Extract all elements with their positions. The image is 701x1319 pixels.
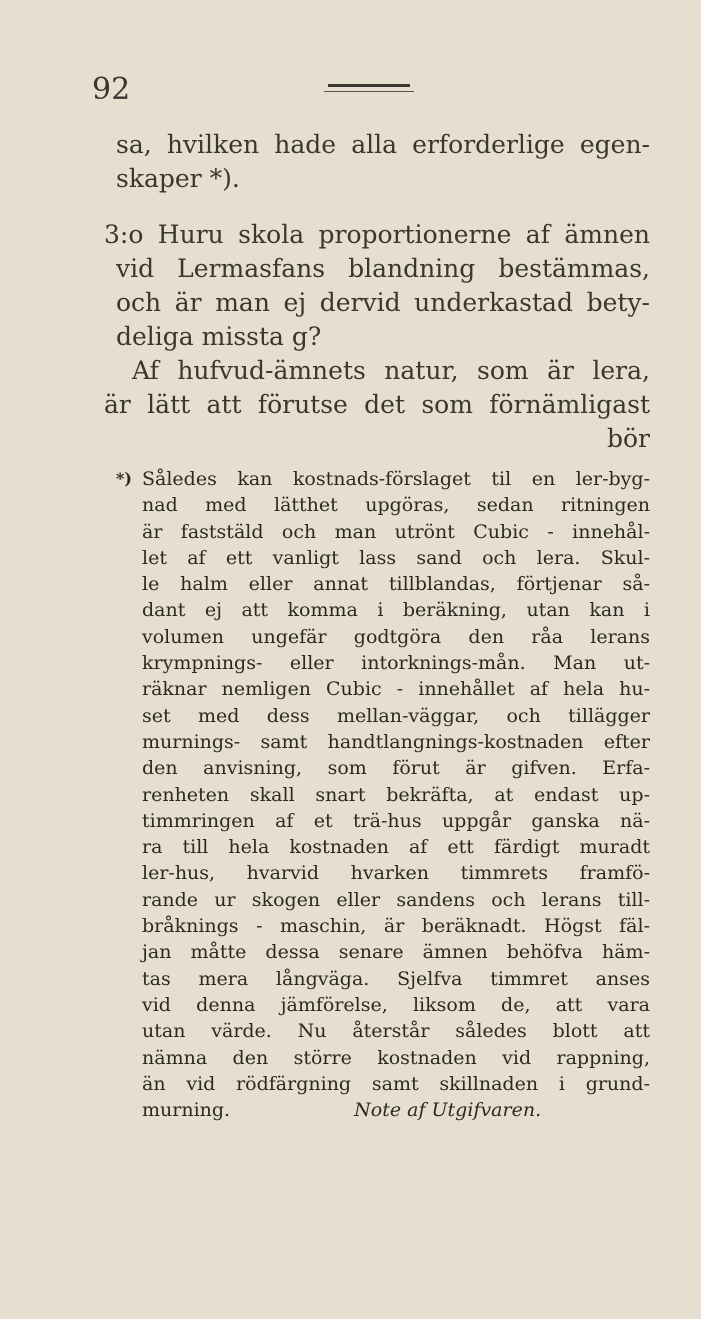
footnote (116, 466, 650, 1123)
footnote-line: ler-hus, hvarvid hvarken timmrets framfö- (142, 862, 650, 885)
footnote-line: let af ett vanligt lass sand och lera. Skul- (142, 546, 650, 569)
main-text (104, 128, 650, 456)
paragraph-start-line: Af hufvud-ämnets natur, som är lera, (132, 356, 650, 385)
footnote-line: räknar nemligen Cubic - innehållet af hela hu- (142, 678, 650, 701)
footnote-line: ra till hela kostnaden af ett färdigt muradt (142, 836, 650, 859)
footnote-line: jan måtte dessa senare ämnen behöfva häm- (142, 941, 650, 964)
text-line: sa, hvilken hade alla erforderlige egen- (116, 130, 650, 159)
footnote-line: vid denna jämförelse, liksom de, att vara (142, 993, 650, 1016)
catchword: bör (606, 424, 650, 453)
footnote-line: utan värde. Nu återstår således blott att (142, 1020, 650, 1043)
footnote-line: bråknings - maschin, är beräknadt. Högst fäl- (142, 915, 650, 938)
footnote-line: volumen ungefär godtgöra den råa lerans (142, 625, 650, 648)
footnote-line: nad med lätthet upgöras, sedan ritningen (142, 494, 650, 517)
header-rule (324, 84, 414, 94)
footnote-line: är faststäld och man utrönt Cubic - innehål- (142, 520, 650, 543)
page-number: 92 (92, 72, 131, 107)
footnote-line-end: murning. (142, 1099, 231, 1122)
footnote-line: set med dess mellan-väggar, och tillägger (142, 704, 650, 727)
footnote-line: timmringen af et trä-hus uppgår ganska nä- (142, 809, 650, 832)
footnote-line: nämna den större kostnaden vid rappning, (142, 1046, 650, 1069)
footnote-marker: *) (116, 469, 132, 488)
footnote-line: än vid rödfärgning samt skillnaden i grund- (142, 1072, 650, 1095)
footnote-line: krympnings- eller intorknings-mån. Man ut- (142, 652, 650, 675)
text-line: deliga missta g? (116, 322, 322, 351)
footnote-line: den anvisning, som förut är gifven. Erfa- (142, 757, 650, 780)
footnote-last-line (142, 1097, 650, 1123)
footnote-line: renheten skall snart bekräfta, at endast up- (142, 783, 650, 806)
section-heading-line: 3:o Huru skola proportionerne af ämnen (104, 220, 650, 249)
footnote-line: le halm eller annat tillblandas, förtjenar så- (142, 573, 650, 596)
text-line: vid Lermasfans blandning bestämmas, (116, 254, 650, 283)
footnote-line: Således kan kostnads-förslaget til en ler-byg- (142, 468, 650, 490)
footnote-signature: Note af Utgifvaren. (354, 1099, 542, 1122)
footnote-line: murnings- samt handtlangnings-kostnaden efter (142, 730, 650, 753)
footnote-line: rande ur skogen eller sandens och lerans till- (142, 888, 650, 911)
footnote-line: tas mera långväga. Sjelfva timmret anses (142, 967, 650, 990)
footnote-line: dant ej att komma i beräkning, utan kan i (142, 599, 650, 622)
text-line: skaper *). (116, 164, 240, 193)
text-line: är lätt att förutse det som förnämligast (104, 390, 650, 419)
text-line: och är man ej dervid underkastad bety- (116, 288, 650, 317)
